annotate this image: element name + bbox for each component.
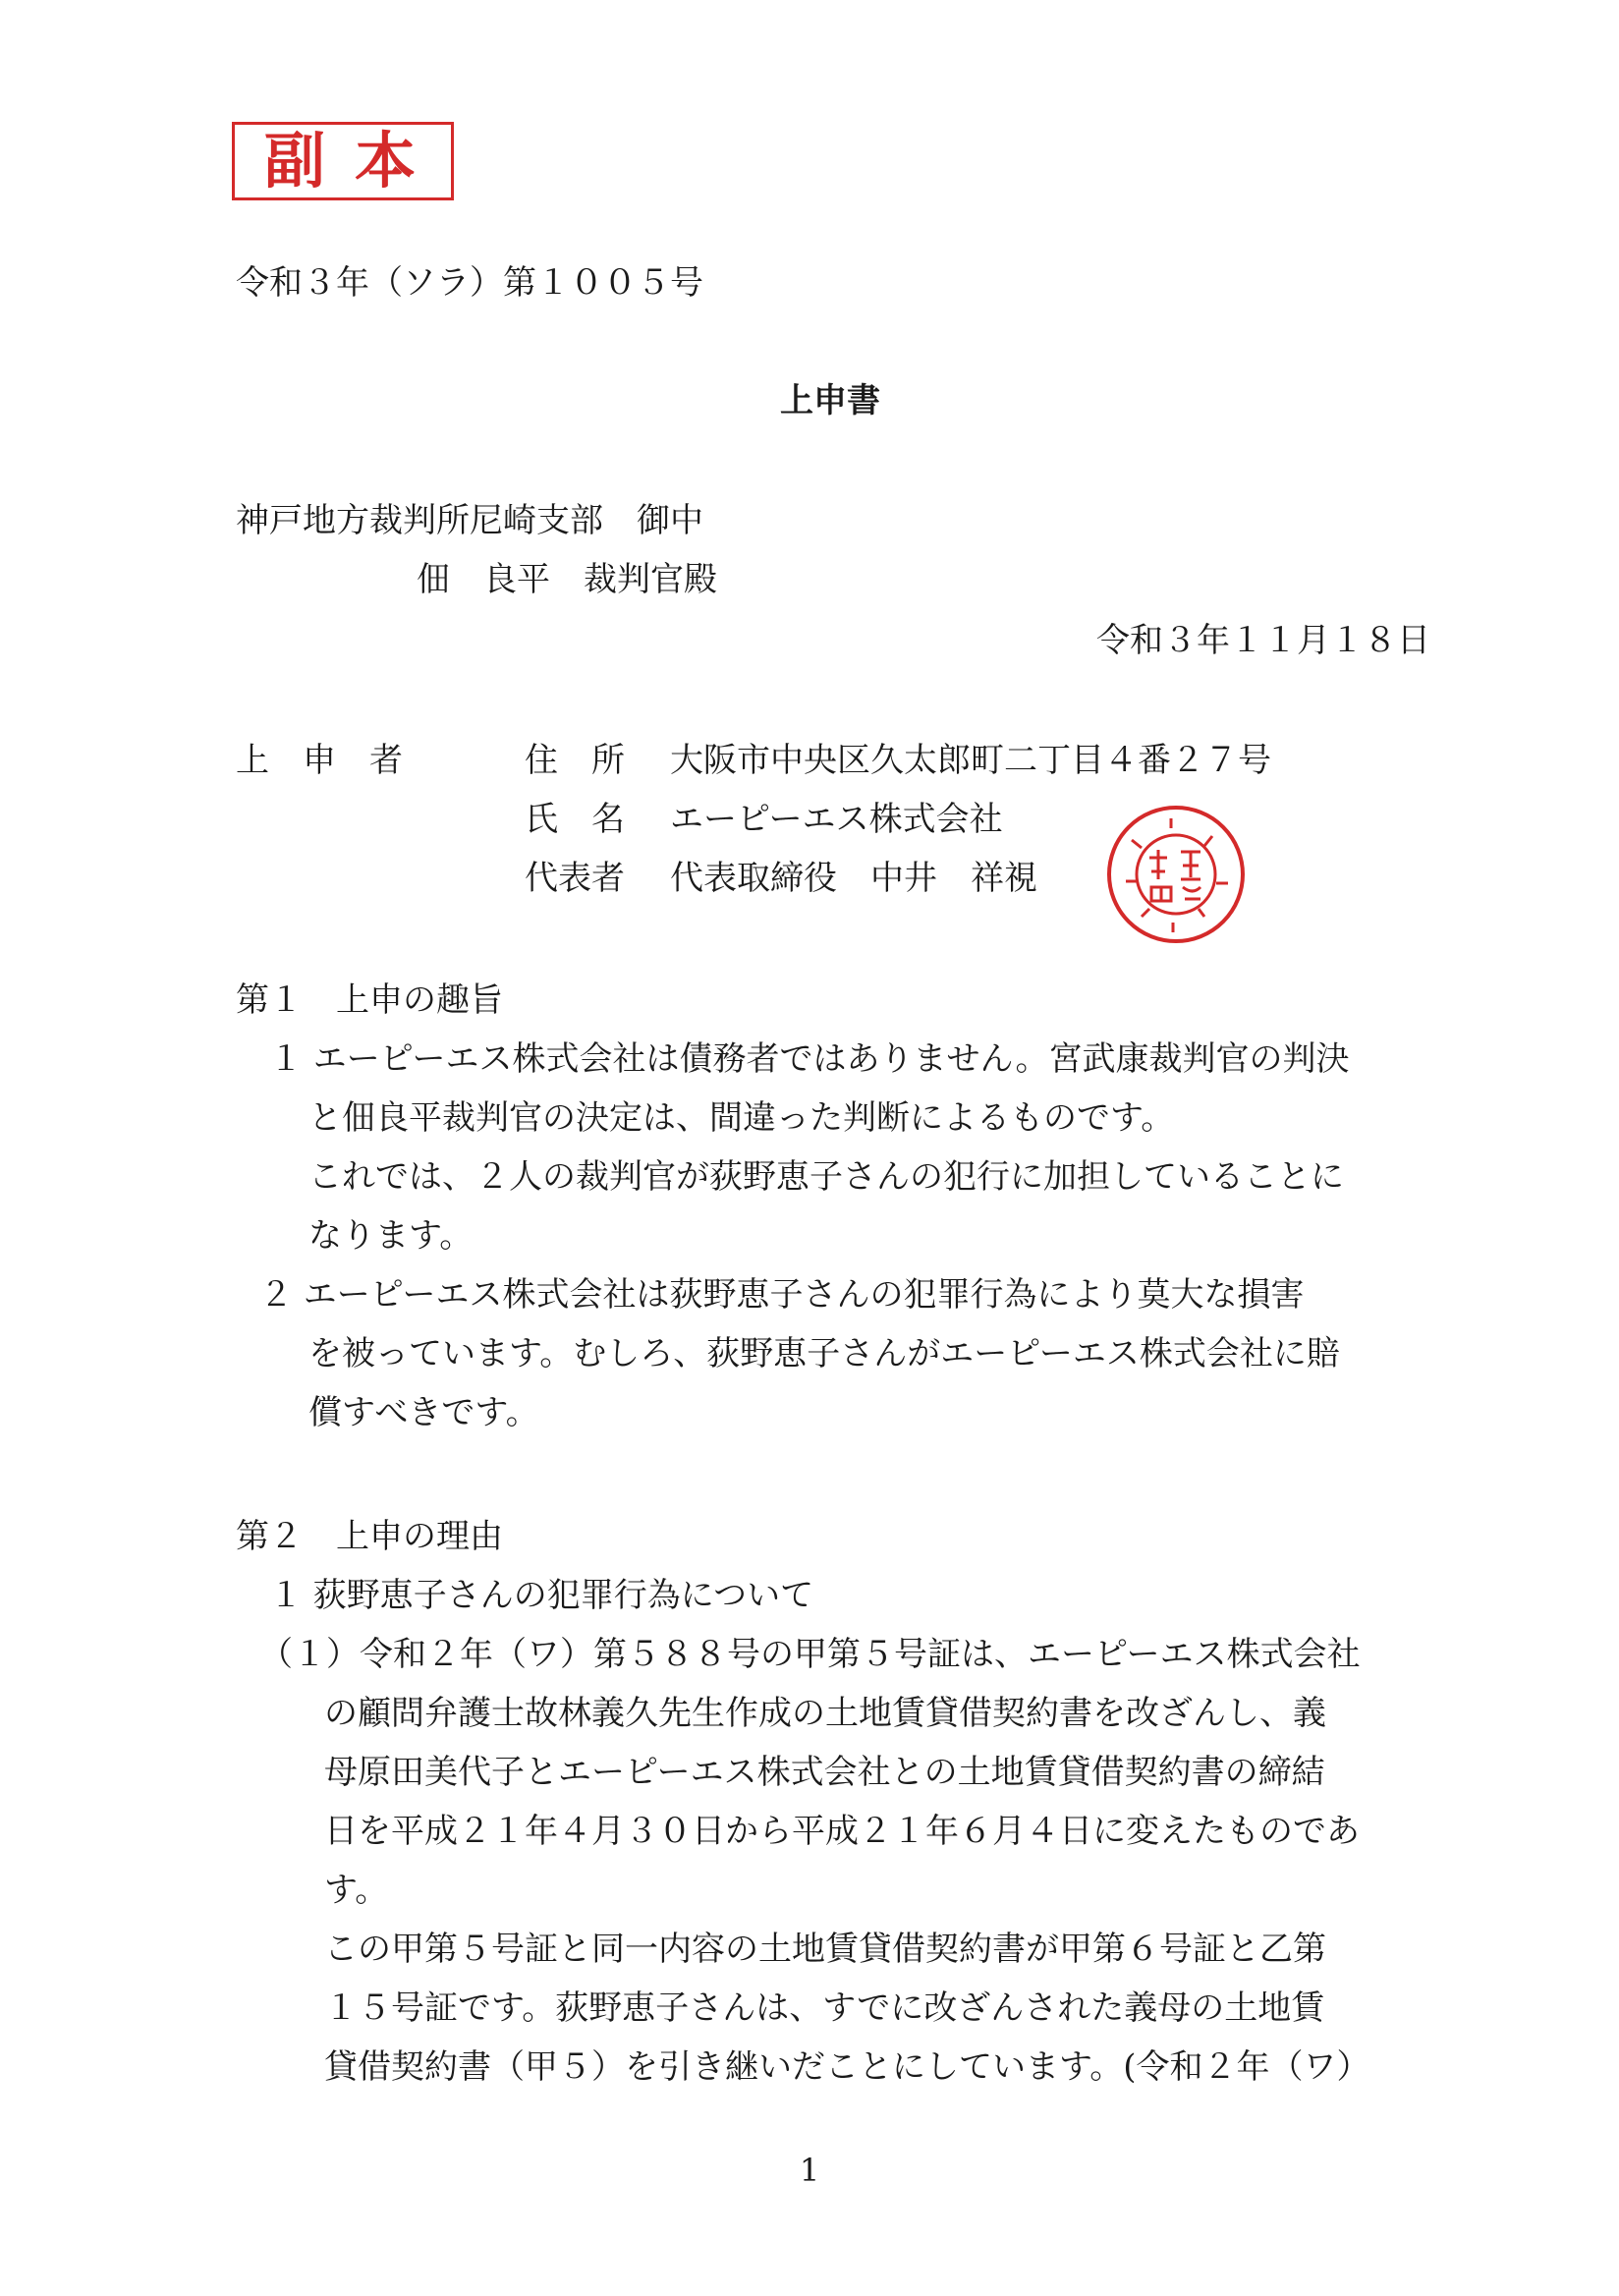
section2-line: す。 <box>324 1871 389 1910</box>
section1-line: を被っています。むしろ、荻野恵子さんがエーピーエス株式会社に賠 <box>308 1334 1340 1373</box>
addressee-court: 神戸地方裁判所尼崎支部 御中 <box>236 501 703 540</box>
document-date: 令和３年１１月１８日 <box>1096 621 1430 660</box>
name-label: 氏 名 <box>525 800 625 839</box>
copy-stamp: 副本 <box>232 122 454 200</box>
section2-line: （１）令和２年（ワ）第５８８号の甲第５号証は、エーピーエス株式会社 <box>259 1635 1361 1674</box>
petitioner-name: エーピーエス株式会社 <box>670 800 1003 839</box>
document-title: 上申書 <box>780 381 880 420</box>
petitioner-representative: 代表取締役 中井 祥視 <box>670 859 1037 898</box>
petitioner-address: 大阪市中央区久太郎町二丁目４番２７号 <box>670 741 1271 780</box>
section1-line: 償すべきです。 <box>308 1393 539 1432</box>
petitioner-label: 上 申 者 <box>236 741 403 780</box>
section2-line: 貸借契約書（甲５）を引き継いだことにしています。(令和２年（ワ） <box>324 2047 1370 2087</box>
section1-line: なります。 <box>308 1216 474 1256</box>
section1-heading: 第１ 上申の趣旨 <box>236 980 503 1020</box>
section2-line: この甲第５号証と同一内容の土地賃貸借契約書が甲第６号証と乙第 <box>324 1930 1326 1969</box>
section2-line: 日を平成２１年４月３０日から平成２１年６月４日に変えたものであ <box>324 1812 1360 1851</box>
section1-line: １ エーピーエス株式会社は債務者ではありません。宮武康裁判官の判決 <box>269 1039 1350 1079</box>
section1-line: と佃良平裁判官の決定は、間違った判断によるものです。 <box>308 1098 1175 1138</box>
section2-line: １ 荻野恵子さんの犯罪行為について <box>269 1576 814 1615</box>
case-number: 令和３年（ソラ）第１００５号 <box>236 263 703 303</box>
addressee-judge: 佃 良平 裁判官殿 <box>417 560 717 599</box>
section2-line: 母原田美代子とエーピーエス株式会社との土地賃貸借契約書の締結 <box>324 1753 1325 1792</box>
page-number: 1 <box>799 2152 820 2189</box>
section1-line: これでは、２人の裁判官が荻野恵子さんの犯行に加担していることに <box>308 1157 1344 1197</box>
section2-line: の顧問弁護士故林義久先生作成の土地賃貸借契約書を改ざんし、義 <box>324 1694 1326 1733</box>
section2-heading: 第２ 上申の理由 <box>236 1517 503 1556</box>
section1-line: ２ エーピーエス株式会社は荻野恵子さんの犯罪行為により莫大な損害 <box>259 1275 1305 1315</box>
address-label: 住 所 <box>525 741 625 780</box>
company-seal <box>1102 801 1250 948</box>
section2-line: １５号証です。荻野恵子さんは、すでに改ざんされた義母の土地賃 <box>324 1988 1325 2028</box>
representative-label: 代表者 <box>525 859 625 898</box>
